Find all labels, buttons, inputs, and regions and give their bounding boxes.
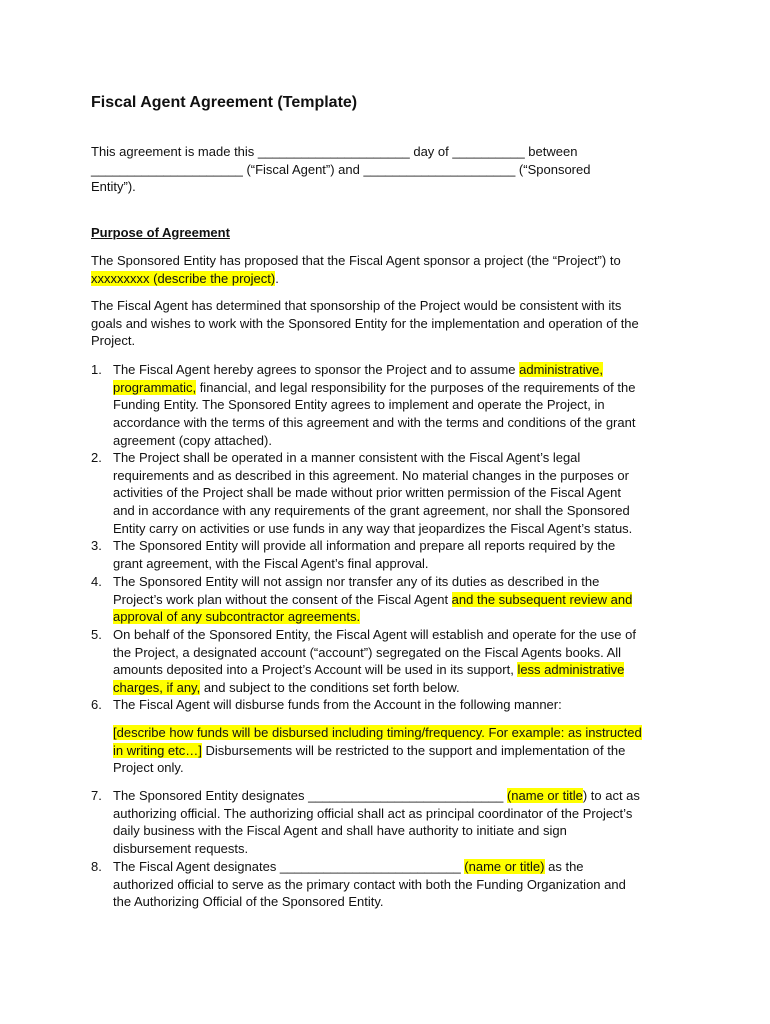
paragraph-line: Project. [91,333,136,349]
item-number: 4. [91,574,102,589]
item-line: and in accordance with any requirements of the grant agreement, nor shall the Sponsored [113,503,630,519]
text: and subject to the conditions set forth below. [200,680,460,696]
item-line: Project only. [113,760,184,776]
item-line: Entity carry on activities or use funds in any way that jeopardizes the Fiscal Agent’s status. [113,520,633,536]
item-line [113,661,681,679]
highlighted-text: [describe how funds will be disbursed including timing/frequency. For example: as instructed [113,725,642,740]
item-text [113,626,681,697]
text: The Fiscal Agent hereby agrees to sponsor the Project and to assume [113,362,520,377]
highlighted-text: approval of any subcontractor agreements. [113,609,361,625]
item-number: 5. [91,627,102,642]
highlighted-text: (name or title) [464,859,545,874]
item-number: 7. [91,788,102,803]
paragraph-line: goals and wishes to work with the Sponsored Entity for the implementation and operation of the [91,315,639,331]
highlighted-text: xxxxxxxxx (describe the project) [91,270,276,286]
item-line: The Sponsored Entity will provide all information and prepare all reports required by the [113,538,616,553]
paragraph-line: The Fiscal Agent has determined that sponsorship of the Project would be consistent with its [91,298,622,313]
item-line: The Sponsored Entity will not assign nor transfer any of its duties as described in the [113,574,600,589]
text: The Fiscal Agent designates _________________________ [113,859,465,874]
highlighted-text: administrative, [519,362,603,377]
intro-line: _____________________ (“Fiscal Agent”) and _____________________ (“Sponsored [91,161,591,177]
text: amounts deposited into a Project’s Account will be used in its support, [113,662,518,678]
item-line: The Project shall be operated in a manner consistent with the Fiscal Agent’s legal [113,450,581,465]
item-line: agreement (copy attached). [113,432,272,448]
item-text [113,449,681,538]
item-line: daily business with the Fiscal Agent and shall have authority to initiate and sign [113,823,567,839]
highlighted-text: and the subsequent review and [451,591,633,607]
item-number: 3. [91,538,102,553]
item-line [113,858,681,876]
purpose-paragraph-1 [91,252,691,287]
item-line: activities of the Project shall be made without prior written permission of the Fiscal Agent [113,485,621,501]
item-line [113,361,681,379]
item-line: authorized official to serve as the primary contact with both the Funding Organization and [113,876,626,892]
paragraph-line: The Sponsored Entity has proposed that the Fiscal Agent sponsor a project (the “Project”) to [91,253,621,268]
text: as the [544,859,584,874]
paragraph-line [91,270,691,288]
text: Disbursements will be restricted to the support and implementation of the [201,742,626,758]
item-text [113,696,681,714]
purpose-paragraph-2 [91,297,691,350]
intro-line: This agreement is made this _____________________ day of __________ between [91,144,578,159]
document-title: Fiscal Agent Agreement (Template) [91,94,358,111]
intro-paragraph [91,143,691,196]
text: Project’s work plan without the consent of the Fiscal Agent [113,591,452,607]
highlighted-text: (name or title [506,788,583,803]
item-number: 8. [91,859,102,874]
text: . [275,270,279,286]
item-line [113,608,681,626]
item-line: requirements and as described in this agreement. No material changes in the purposes or [113,467,629,483]
highlighted-text: charges, if any, [113,680,201,696]
item-number: 2. [91,450,102,465]
item-text [113,573,681,626]
highlighted-text: programmatic, [113,379,197,395]
item-text [113,787,681,858]
item-text [113,537,681,572]
item-text [113,361,681,450]
item-line [113,724,681,742]
item-line [113,742,681,760]
item-line: disbursement requests. [113,841,249,857]
highlighted-text: in writing etc…] [113,742,202,758]
item-text [113,858,681,911]
item-line: Funding Entity. The Sponsored Entity agrees to implement and operate the Project, in [113,397,605,413]
item-line: the Project, a designated account (“account”) segregated on the Fiscal Agents books. All [113,644,622,660]
item-line: grant agreement, with the Fiscal Agent’s final approval. [113,555,429,571]
item-line: authorizing official. The authorizing official shall act as principal coordinator of the Project’s [113,805,633,821]
item-text [113,724,681,777]
item-line: the Authorizing Official of the Sponsored Entity. [113,894,384,910]
highlighted-text: less administrative [517,662,625,678]
item-line: The Fiscal Agent will disburse funds from the Account in the following manner: [113,697,562,712]
item-line: On behalf of the Sponsored Entity, the Fiscal Agent will establish and operate for the use of [113,627,636,642]
item-line [113,379,681,397]
item-line: accordance with the terms of this agreement and with the terms and conditions of the grant [113,415,636,431]
item-number: 1. [91,362,102,377]
text: The Sponsored Entity designates ___________________________ [113,788,507,803]
item-line [113,591,681,609]
text: ) to act as [582,788,640,803]
intro-line: Entity”). [91,179,136,195]
item-line [113,679,681,697]
purpose-heading: Purpose of Agreement [91,225,230,240]
item-line [113,787,681,805]
item-number: 6. [91,697,102,712]
text: financial, and legal responsibility for the purposes of the requirements of the [196,379,636,395]
